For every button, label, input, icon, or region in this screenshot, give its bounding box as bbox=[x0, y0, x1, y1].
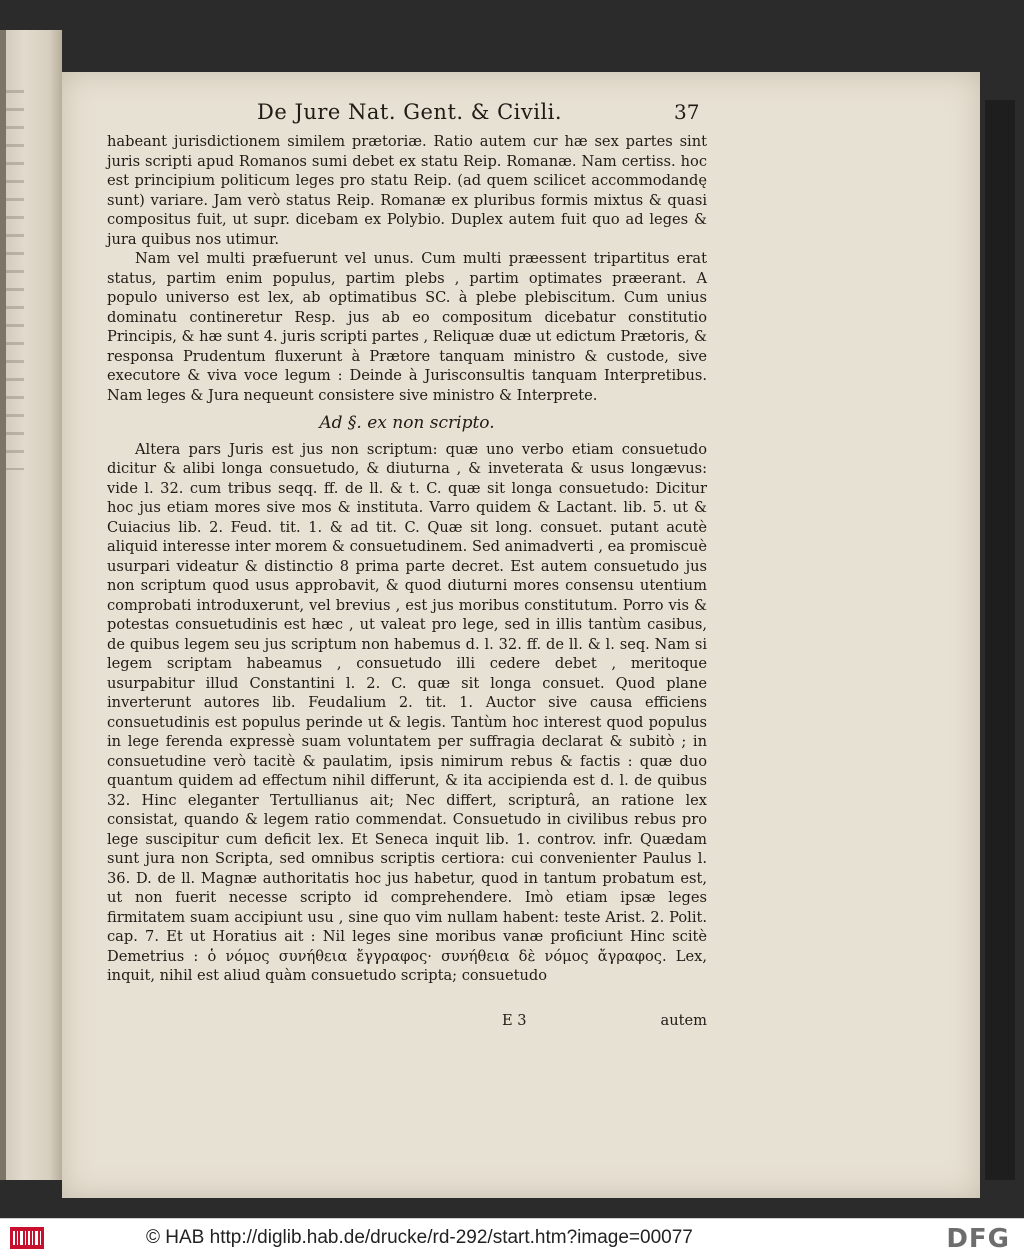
book-page bbox=[62, 72, 980, 1198]
dark-margin bbox=[985, 100, 1015, 1180]
page-number: 37 bbox=[674, 100, 700, 124]
copyright-link[interactable]: © HAB http://diglib.hab.de/drucke/rd-292/start.htm?image=00077 bbox=[146, 1226, 693, 1248]
status-bar bbox=[0, 1218, 1024, 1255]
page-body bbox=[107, 132, 707, 986]
signature-mark: E 3 bbox=[502, 1012, 527, 1029]
hab-barcode-logo-icon bbox=[10, 1227, 44, 1249]
dfg-logo[interactable]: DFG bbox=[946, 1224, 1010, 1254]
previous-page-edge bbox=[0, 30, 62, 1180]
ink-bleed-through bbox=[6, 90, 24, 470]
paragraph-3: Altera pars Juris est jus non scriptum: quæ uno verbo etiam consuetudo dicitur & alibi longa consuetudo, & diuturna , & inveterata & usus longævus: vide l. 32. cum tribus seqq. ff. de ll. & t. C. quæ sit longa consuetudo: Dicitur hoc jus etiam mores sive mos & instituta. Varro quidem & Lactant. lib. 5. ut & Cuiacius lib. 2. Feud. tit. 1. & ad tit. C. Quæ sit long. consuet. putant acutè aliquid interesse inter morem & consuetudinem. Sed animadverti , ea promiscuè usurpari videatur & distinctio 8 prima parte decret. Est autem consuetudo jus non scriptum quod usus approbavit, & quod diuturni mores consensu utentium comprobati introduxerunt, vel brevius , est jus moribus constitutum. Porro vis & potestas consuetudinis est hæc , ut valeat pro lege, sed in illis tantùm casibus, de quibus legem seu jus scriptum non habemus d. l. 32. ff. de ll. & l. seq. Nam si legem scriptam habeamus , consuetudo illi cedere debet , meritoque usurpabitur illud Constantini l. 2. C. quæ sit longa consuet. Quod plane inverterunt autores lib. Feudalium 2. tit. 1. Auctor sive causa efficiens consuetudinis est populus perinde ut & legis. Tantùm hoc interest quod populus in lege ferenda expressè suam voluntatem per suffragia declarat & subitò ; in consuetudine verò tacitè & paulatim, ipsis nimirum rebus & factis : quæ duo quantum quidem ad effectum nihil differunt, & ita accipienda est d. l. de quibus 32. Hinc eleganter Tertullianus ait; Nec differt, scripturâ, an ratione lex consistat, quando & legem ratio commendat. Consuetudo in civilibus rebus pro lege suscipitur cum deficit lex. Et Seneca inquit lib. 1. controv. infr. Quædam sunt jura non Scripta, sed omnibus scriptis certiora: cui convenienter Paulus l. 36. D. de ll. Magnæ authoritatis hoc jus habetur, quod in tantum probatum est, ut non fuerit necesse scripto id comprehendere. Imò etiam ipsæ leges firmitatem suam accipiunt usu , sine quo vim nullam habent: teste Arist. 2. Polit. cap. 7. Et ut Horatius ait : Nil leges sine moribus vanæ proficiunt Hinc scitè Demetrius : ὁ νόμος συνήθεια ἔγγραφος· συνήθεια δὲ νόμος ἄγραφος. Lex, inquit, nihil est aliud quàm consuetudo scripta; consuetudo bbox=[107, 440, 707, 984]
hab-barcode-logo-icon[interactable] bbox=[8, 1226, 46, 1250]
paragraph-2: Nam vel multi præfuerunt vel unus. Cum multi præessent tripartitus erat status, partim enim populus, partim plebs , partim optimates præerant. A populo universo est lex, ab optimatibus SC. à plebe plebiscitum. Cum unius dominatu contineretur Resp. jus ab eo compositum dicebatur constitutio Principis, & hæ sunt 4. juris scripti partes , Reliquæ duæ ut edictum Prætoris, & responsa Prudentum fluxerunt à Prætore tanquam ministro & custode, sive executore & viva voce legum : Deinde à Jurisconsultis tanquam Interpretibus. Nam leges & Jura nequeunt consistere sive ministro & Interprete. bbox=[107, 250, 707, 404]
section-heading: Ad §. ex non scripto. bbox=[319, 413, 495, 433]
page-header bbox=[62, 100, 980, 130]
paragraph-1: habeant jurisdictionem similem prætoriæ. Ratio autem cur hæ sex partes sint juris scripti apud Romanos sumi debet ex statu Reip. Romanæ. Nam certiss. hoc est principium politicum leges pro statu Reip. (ad quem scilicet accommodandę sunt) variare. Jam verò status Reip. Romanæ ex pluribus formis mixtus & quasi compositus fuit, ut supr. dicebam ex Polybio. Duplex autem fuit quo ad leges & jura quibus nos utimur. bbox=[107, 133, 707, 248]
catchword: autem bbox=[660, 1012, 707, 1029]
page-footer bbox=[107, 1012, 707, 1034]
running-head: De Jure Nat. Gent. & Civili. bbox=[257, 100, 563, 124]
